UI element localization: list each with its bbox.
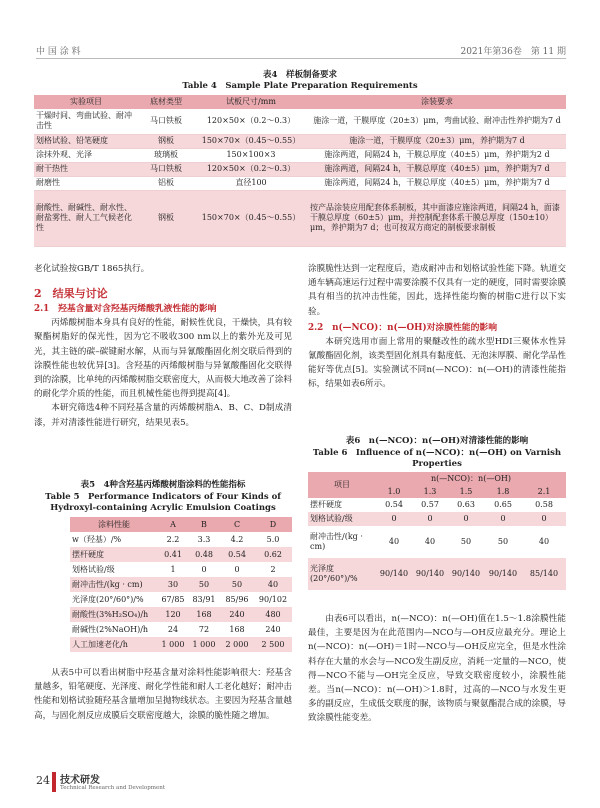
table-cell: 40 [424,537,436,546]
left-column-bottom [34,666,292,723]
table-cell: 90/140 [412,558,448,590]
table-cell: w（羟基）/% [72,534,122,544]
table-cell: 50 [188,577,220,592]
table-cell: 摆杆硬度 [70,547,158,562]
table-cell: 施涂两道，间隔24 h，干膜总厚度（40±5）μm，养护期为7 d [308,176,566,190]
table6-header-item: 项目 [308,472,376,498]
table-cell: 划格试验/级 [308,512,376,526]
paragraph: 本研究选用市面上常用的聚醚改性的疏水型HDI三聚体水性异氰酸酯固化剂，该类型固化剂具有黏度低、无泡沫厚膜、耐化学品性能好等优点[5]。实验测试不同n(—NCO)：n(—OH)的清漆性能指标，结果如表6所示。 [308,336,566,390]
table4-header-cell: 试板尺寸/mm [194,95,308,109]
table6-caption-en-1: Table 6 Influence of n(—NCO)：n(—OH) on Varnish [312,448,562,458]
right-column [308,262,566,392]
table-cell: 0 [448,512,484,526]
table4-caption-cn: 表4 样板制备要求 [263,70,337,80]
column-title-en: Technical Research and Development [60,785,165,791]
issue-info: 2021年第36卷 第 11 期 [460,47,566,57]
table4-caption-en: Table 4 Sample Plate Preparation Requirements [182,81,418,91]
table-cell: 0 [484,512,522,526]
table-row [70,607,292,622]
table5-header-cell: D [254,517,292,532]
table-cell: 耐冲击性/(kg · cm) [310,532,363,551]
table-cell: 168 [229,624,245,634]
table-cell: 0 [201,564,207,574]
table-cell: 0.54 [220,547,254,562]
table-cell: 马口铁板 [138,162,194,176]
table-row [34,190,566,246]
subsection-heading: 2.1 羟基含量对含羟基丙烯酸乳液性能的影响 [34,304,217,315]
table-cell: 划格试验、铅笔硬度 [34,134,138,148]
table-cell: 120×50×（0.2～0.3） [194,162,308,176]
table-cell: 4.2 [230,534,244,544]
table-cell: 72 [198,624,210,634]
left-column [34,262,292,430]
table-cell: 0.41 [158,547,188,562]
table-cell: 120 [158,607,188,622]
table-cell: 2 [270,564,276,574]
table-cell: 铝板 [138,176,194,190]
table-cell: 涂抹外观、光泽 [34,148,138,162]
paragraph: 丙烯酸树脂本身具有良好的性能，耐候性优良，干燥快，具有较聚酯树脂好的保光性，因为它不吸收300 nm以上的紫外光及可见光，其主链的碳–碳键耐水解，从而与异氰酸酯固化剂交联后得到的涂膜性能也较优异[3]。含羟基的丙烯酸树脂与异氰酸酯固化交联得到的涂膜，比单纯的丙烯酸树脂交联密度大，从而极大地改善了涂料的耐化学介质的性能，而且机械性能也得到提高[4]。 [34,318,292,400]
paragraph: 从表5中可以看出树脂中羟基含量对涂料性能影响很大：羟基含量越多，铅笔硬度、光泽度、耐化学性能和耐人工老化越好；耐冲击性能和划格试验随羟基含量增加呈抛物线状态。主要因为羟基含量越高，与固化剂反应成膜后交联密度越大，涂膜的脆性随之增加。 [34,668,292,721]
paragraph: 涂膜脆性达到一定程度后，造成耐冲击和划格试验性能下降。轨道交通车辆高速运行过程中需要涂膜不仅具有一定的硬度，同时需要涂膜具有相当的抗冲击性能，因此，选择性能均衡的树脂C进行以下实验。 [308,264,566,317]
table6-header-row [308,472,566,485]
table-row [70,562,292,577]
table-cell: 耐磨性 [34,176,138,190]
table-row [308,526,566,558]
table-cell: 50 [460,537,472,546]
table-row [70,547,292,562]
table-row [70,592,292,607]
table-cell: 120×50×（0.2～0.3） [194,109,308,134]
table-cell: 168 [188,607,220,622]
table4-header-row [34,95,566,109]
table-cell: 施涂一道，干膜厚度（20±3）μm，养护期为7 d [308,134,566,148]
table-cell: 85/96 [225,594,249,604]
table-cell: 5.0 [266,534,280,544]
table5-header-cell: B [188,517,220,532]
table-cell: 0.54 [385,500,403,509]
paragraph: 本研究筛选4种不同羟基含量的丙烯酸树脂A、B、C、D制成清漆，并对清漆性能进行研究，结果见表5。 [34,403,292,428]
table-cell: 2.2 [166,534,180,544]
table-cell: 90/102 [258,594,288,604]
table-cell: 90/140 [448,558,484,590]
table5-header-row [70,517,292,532]
table-cell: 24 [167,624,179,634]
table-cell: 耐酸性(3%H₂SO₄)/h [70,607,158,622]
table-row [70,622,292,637]
table-row [70,532,292,547]
table-cell: 直径100 [194,176,308,190]
table-cell: 施涂一道，干膜厚度（20±3）μm，弯曲试验、耐冲击性养护期为7 d [308,109,566,134]
table-cell: 480 [254,607,292,622]
paragraph: 由表6可以看出，n(—NCO)：n(—OH)值在1.5～1.8涂膜性能最佳，主要是因为在此范围内—NCO与—OH反应最充分。理论上n(—NCO)：n(—OH)＝1时—NCO与—OH反应完全，但是水性涂料存在大量的水会与—NCO发生副反应，消耗一定量的—NCO，使得—NCO不能与—OH完全反应，导致交联密度较小，涂膜性能差。当n(—NCO)：n(—OH)＞1.8时，过高的—NCO与水发生更多的副反应，生成低交联度的脲，该物质与聚氨酯混合成的涂膜，导致涂膜性能变差。 [308,614,566,724]
table-row [34,134,566,148]
section-heading: 2 结果与讨论 [34,287,108,301]
table-cell: 0.63 [457,500,475,509]
table-cell: 耐干热性 [34,162,138,176]
table-cell: 光泽度(20°/60°)/% [72,594,144,604]
table-cell: 2 500 [254,637,292,652]
table-cell: 钢板 [138,190,194,246]
table-cell: 0 [412,512,448,526]
table-cell: 人工加速老化/h [70,637,158,652]
table-cell: 240 [220,607,254,622]
table-cell: 150×70×（0.45～0.55） [194,134,308,148]
table-row [34,148,566,162]
table4 [34,95,566,247]
table-cell: 玻璃板 [138,148,194,162]
table-cell: 3.3 [197,534,211,544]
table6-ratio-cell: 1.5 [448,485,484,498]
table-cell: 耐冲击性/(kg · cm) [70,577,158,592]
table-row [308,558,566,590]
paragraph: 老化试验按GB/T 1865执行。 [34,264,150,274]
journal-name: 中 国 涂 料 [36,47,81,57]
table-cell: 摆杆硬度 [310,500,342,509]
table-cell: 50 [220,577,254,592]
table-cell: 0.65 [494,500,512,509]
table-cell: 50 [497,537,509,546]
table-cell: 150×70×（0.45～0.55） [194,190,308,246]
table6-ratio-cell: 1.8 [484,485,522,498]
right-column-bottom [308,612,566,726]
table-cell: 0 [522,512,566,526]
table6-ratio-cell: 1.3 [412,485,448,498]
table-cell: 90/140 [376,558,412,590]
table6-caption-cn: 表6 n(—NCO)：n(—OH)对清漆性能的影响 [345,436,529,446]
table-cell: 施涂两道，间隔24 h，干膜总厚度（40±5）μm，养护期为7 d [308,162,566,176]
table-cell: 0.58 [535,500,553,509]
table-cell: 0.48 [188,547,220,562]
table-cell: 1 [170,564,176,574]
table-cell: 1 000 [158,637,188,652]
table-cell: 30 [158,577,188,592]
table5-caption-en-2: Hydroxyl-containing Acrylic Emulsion Coatings [50,503,276,513]
table-cell: 2 000 [220,637,254,652]
table4-header-cell: 底材类型 [138,95,194,109]
table-cell: 40 [388,537,400,546]
table5-header-cell: A [158,517,188,532]
table6 [308,472,566,590]
table-cell: 40 [538,537,550,546]
table5-header-cell: C [220,517,254,532]
table-row [70,577,292,592]
table5-caption-en-1: Table 5 Performance Indicators of Four Kinds of [45,492,281,502]
table-cell: 0.62 [254,547,292,562]
table-cell: 40 [254,577,292,592]
footer-accent-bar [52,772,56,792]
table4-header-cell: 涂装要求 [308,95,566,109]
table-row [70,637,292,652]
table-cell: 耐酸性、耐碱性、耐水性、耐盐雾性、耐人工气候老化性 [34,190,138,246]
table6-caption-en-2: Properties [412,459,462,469]
table-cell: 83/91 [192,594,216,604]
table6-header-group: n(—NCO)：n(—OH) [376,472,566,485]
table-row [34,162,566,176]
page-number: 24 [36,774,50,787]
table-cell: 90/140 [484,558,522,590]
subsection-heading: 2.2 n(—NCO)：n(—OH)对涂膜性能的影响 [308,322,497,333]
table-cell: 光泽度(20°/60°)/% [308,558,376,590]
table-cell: 耐碱性(2%NaOH)/h [72,624,149,634]
table-cell: 施涂两道，间隔24 h，干膜总厚度（40±5）μm，养护期为2 d [308,148,566,162]
table-cell: 按产品涂装应用配套体系制板，其中面漆应施涂两道，间隔24 h，面漆干膜总厚度（60±5）μm，并控制配套体系干膜总厚度（150±10）μm，养护期为7 d；也可按双方商定的制板要求制板 [308,190,566,246]
table-cell: 150×100×3 [194,148,308,162]
table5-caption-cn: 表5 4种含羟基丙烯酸树脂涂料的性能指标 [80,480,246,490]
table-cell: 67/85 [161,594,185,604]
table-cell: 划格试验/级 [72,564,115,574]
table-cell: 0.57 [421,500,439,509]
table-cell: 1 000 [188,637,220,652]
table-cell: 马口铁板 [138,109,194,134]
table-row [308,498,566,512]
table-row [308,512,566,526]
table-cell: 85/140 [522,558,566,590]
table4-header-cell: 实验项目 [34,95,138,109]
header-rule [36,58,566,59]
table-cell: 干燥时间、弯曲试验、耐冲击性 [34,109,138,134]
table-cell: 0 [376,512,412,526]
table-cell: 钢板 [138,134,194,148]
table-row [34,176,566,190]
table5-header-cell: 涂料性能 [70,517,158,532]
column-title: 技术研发 [60,775,100,786]
table6-ratio-cell: 2.1 [522,485,566,498]
table-cell: 240 [265,624,281,634]
table-cell: 0 [234,564,240,574]
table6-ratio-cell: 1.0 [376,485,412,498]
table-row [34,109,566,134]
table5 [70,517,292,652]
